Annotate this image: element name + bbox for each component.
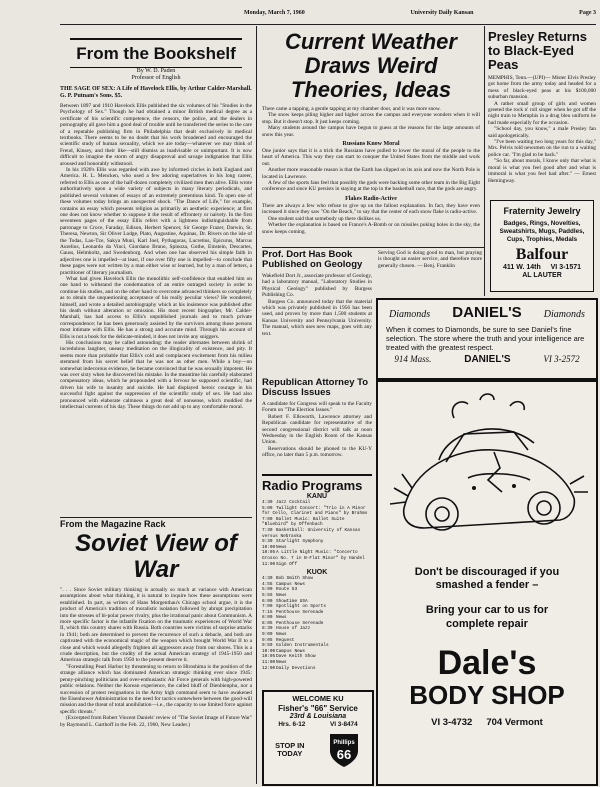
byline-name: By W. D. Paden <box>136 68 176 74</box>
radio-program-time: 8:30 <box>262 626 273 632</box>
weather-subhead: Flakes Radio-Active <box>345 195 397 202</box>
weather-paragraph: There are always a few who refuse to give up on the fallout explanation. In fact, they have even increased it since they saw "On the Beach," to say that the center of each snow flake is radio-active. <box>262 202 480 216</box>
radio-program-name: Ballet Music: Ballet Suite "Bluebird" by Offenbach <box>262 516 345 528</box>
masthead-rule <box>60 24 596 25</box>
radio-program-time: 7:30 <box>262 527 273 533</box>
daniels-name-footer: DANIEL'S <box>464 354 511 365</box>
section-rule <box>262 247 484 248</box>
republican-title: Republican Attorney To Discuss Issues <box>262 378 369 398</box>
dort-paragraph: Burgess Co. announced today that the material which was privately published in 1956 has been used, and proven by more than 1,500 students at Kansas University and Pennsylvania University. The manual, which uses new maps, goes with any text. <box>262 298 372 337</box>
fishers-phone: VI 3-8474 <box>329 721 358 729</box>
daniels-address: 914 Mass. <box>394 354 432 364</box>
weather-paragraph: Whether the explanation is based on France's A-Bomb or on missiles poking holes in the sky, the snow keeps coming. <box>262 222 480 235</box>
radio-program-time: 4:55 <box>262 581 273 587</box>
radio-program-name: A Little Night Music: "Concerto Grosso No. 7 in B-Flat Minor" by Handel <box>262 550 365 561</box>
radio-program-time: 9:59 <box>262 643 273 649</box>
radio-program-name: Dave Keith Show <box>276 654 316 660</box>
radio-program-time: 7:00 <box>262 516 273 522</box>
weather-title: Current Weather Draws Weird Theories, Ideas <box>285 30 457 102</box>
radio-program-time: 7:00 <box>262 604 273 610</box>
fishers-stop-text <box>275 742 304 760</box>
masthead-page: Page 3 <box>579 10 596 16</box>
franklin-quote <box>378 250 482 294</box>
radio-program-name: Route 53 <box>276 587 298 593</box>
radio-program-time: 10:05 <box>262 654 276 660</box>
balfour-logo: Balfour <box>515 245 569 263</box>
radio-program-name: Basketball: University of Kansas versus Nebraska <box>262 527 361 539</box>
masthead <box>244 10 596 22</box>
soviet-article <box>60 519 252 783</box>
presley-title: Presley Returns to Black-Eyed Peas <box>488 30 587 72</box>
republican-paragraph: A candidate for Congress will speak to the Faculty Forum on "The Election Issues." <box>262 401 372 414</box>
radio-program-row <box>262 528 372 539</box>
fishers-hours: Hrs. 6-12 <box>278 721 306 729</box>
radio-program-time: 4:30 <box>262 500 273 505</box>
weather-paragraph: Another more reasonable reason is that the Earth has slipped on its axis and now the North Pole is located in Lawrence. <box>262 167 480 180</box>
radio-station-kuok: KUOK <box>306 569 328 577</box>
radio-program-name: News <box>276 615 287 621</box>
crashed-car-illustration <box>384 388 590 556</box>
radio-program-name: Twilight Concert: "Trio in A Minor for Cello, Clarinet and Piano" by Brahms <box>262 505 368 517</box>
radio-program-time: 7:15 <box>262 609 273 615</box>
radio-program-name: Campus News <box>276 648 305 654</box>
radio-program-name: Penthouse Serenade <box>276 620 324 626</box>
soviet-paragraph: ". . . Since Soviet military thinking is actually so much at variance with American assumptions about what thinking, it is natural to inquire how these assumptions were established. In part, as writers of Hans Morgenthau's Chicago school argue, it is the product of America's tradition of moralistic isolation followed by abrupt precipitation into the stresses of bi-polar power rivalry, plus the irrational panic about Communism. A more specific factor is the infantile fixation on the traumatic experiences of World War II, which this country shares with Russia. Both countries were victims of surprise attacks in 1941; both are determined to prevent the recurrence of such a debacle, and both are captivated with the economical magic of the weapon which brought World War II to a close and which would allegedly frighten all aggressors away from our shores. This is a crude description, but the crudity of the actual American strategy of 1945-1950 and American strategic talk from 1950 to the present deserve it. <box>60 587 252 664</box>
fraternity-ad-phone: VI 3-1571 <box>550 263 581 271</box>
radio-program-row <box>262 506 372 517</box>
radio-program-time: 8:00 <box>262 615 273 621</box>
presley-paragraph: "I've been waiting two long years for this day," Mrs. Pelvis told newsmen on the run to a waiting police car. "I'm glad to be back." <box>488 139 596 158</box>
fishers-66-ad <box>262 690 374 786</box>
weather-intro: The snow keeps piling higher and higher across the campus and everyone wonders when it will stop. But it doesn't stop. It just keeps coming. <box>262 112 480 125</box>
radio-station-kanu: KANU <box>306 493 328 500</box>
byline-role: Professor of English <box>131 75 181 81</box>
radio-program-name: News <box>276 592 287 598</box>
presley-paragraph: MEMPHIS, Tenn.—(UPI)— Mister Elvis Presley got home from the army today and headed for a mess of black-eyed peas at his $100,000 suburban mansion. <box>488 75 596 101</box>
dales-name: Dale's <box>437 643 537 682</box>
weather-subhead: Russians Know Moral <box>342 141 400 148</box>
fraternity-ad-address: 411 W. 14th <box>502 263 541 271</box>
radio-program-name: Starlight Symphony <box>276 539 324 545</box>
republican-paragraph: Reservations should be phoned to the KU-Y office, no later than 5 p.m. tomorrow. <box>262 445 372 459</box>
weather-paragraph: One student said that somebody up there dislikes us. <box>268 215 382 222</box>
dales-line-3: Bring your car to us for <box>425 604 549 617</box>
daniels-header <box>378 304 596 322</box>
radio-program-name: News <box>276 660 287 666</box>
column-rule <box>484 26 485 296</box>
radio-program-time: 8:05 <box>262 620 273 626</box>
weather-article <box>262 30 480 244</box>
radio-program-name: Showtime USA <box>276 598 308 604</box>
radio-programs <box>262 474 372 688</box>
phillips-66-shield-icon <box>327 731 361 769</box>
radio-program-time: 4:30 <box>262 576 273 582</box>
fishers-bottom-row <box>264 731 372 769</box>
review-head: THE SAGE OF SEX: A Life of Havelock Ellis, by Arthur Calder-Marshall. G. P. Putnam's Sons. $5. <box>60 86 252 99</box>
fishers-hours-row <box>266 721 370 728</box>
daniels-body: When it comes to Diamonds, be sure to see Daniel's fine selection. The store where the truth and your intelligence are treated with the greatest respect. <box>386 325 585 352</box>
fishers-name: Fisher's "66" Service <box>278 703 358 713</box>
radio-program-name: News <box>276 632 287 638</box>
radio-program-name: Jazz Cocktail <box>276 500 311 505</box>
radio-program-name: Campus News <box>276 581 305 587</box>
dales-line-2: smashed a fender – <box>435 579 539 592</box>
daniels-name: DANIEL'S <box>452 304 522 321</box>
dales-phone: VI 3-4732 <box>431 716 473 728</box>
dort-paragraph: Wakefield Dort Jr., associate professor of Geology, had a laboratory manual, "Laboratory Studies in Physical Geology" published by Burgess Publishing Co. <box>262 273 372 299</box>
fishers-today: TODAY <box>277 749 303 759</box>
daniels-left-word: Diamonds <box>389 309 431 320</box>
presley-paragraph: "School day, you know," a male Presley fan said apologetically. <box>488 126 596 139</box>
bookshelf-article <box>60 30 252 516</box>
fishers-welcome: WELCOME KU <box>292 694 344 703</box>
presley-article <box>488 30 596 198</box>
fishers-stop: STOP IN <box>275 740 305 750</box>
bookshelf-paragraph: In his 1920's Ellis was regarded with awe by informed circles in both England and America. H. L. Mencken, who used a few adoring superlatives in his long career, referred to Ellis as one of the half-dozen completely civilized men then alive. Ellis wrote authoritatively upon a wide variety of subjects in many literary periodicals, and published several volumes of essays of an extremely pretentious kind. To open one of these volumes today brings an unexpected shock. "The Dance of Life," for example, contains an essay which presents religion as primarily an aesthetic experience; at first one does not know whether to suppose it the result of effrontery or naivety. In the first seventeen pages of the essay Ellis refers with a lightness indistinguishable from patronage to Croce, Faraday, Edison, Herbert Spencer, Sir George Frazer, Darwin, St. Theresa, Newton, Sir Oliver Lodge, Plato, Augustine, Aquinas, Dr. Rivers on the isle of the Todas, Lao-Tze, Sakya Muni, Karl Joel, Pythagoras, Lucretius, Epicurus, Marcus Aurelius, Leonardo da Vinci, Giordano Bruno, Spinoza, Gothe, Einstein, Descartes, Gauss, Helmholtz, and Swedenborg. And when one has observed his simple faith in adjectives one is impelled—at least, if one over fifty one is impelled—to conclude that these pages were not written by a man either wise or learned, but by a man of letters, a practitioner of literary journalism. <box>60 167 252 276</box>
dales-line-1: Don't be discouraged if you <box>414 566 560 578</box>
radio-program-row <box>262 666 372 672</box>
soviet-paragraph: "Forestalling Pearl Harbor by threatening to return to Hiroshima is the position of the strange alliance which has dominated American strategic thinking ever since 1945: penny-pinching politicians and over-enthusiastic Air Force generals with high-powered public relations. Neither the Korean experience, the called bluff of Dienbienphu, nor a succession of protest resignations in the Army high command seem to have awakened the Eisenhower Administration to the need for tactics somewhere between the good-will mission and the threat of total annihilation—i.e., the capacity to use limited force against specific threats." <box>60 663 252 715</box>
weather-paragraph: A few of the sports fans feel that possibly the gods were backing some other team in the Big Eight conference and since KU persists in staying at the top in the basketball race, that the gods are angry. <box>262 180 480 193</box>
fraternity-ad-items: Badges, Rings, Novelties, Sweatshirts, Mugs, Paddles, Cups, Trophies, Medals <box>499 219 585 243</box>
dort-article <box>262 250 372 374</box>
radio-program-name: News <box>276 544 287 550</box>
byline <box>60 68 252 82</box>
dales-contact <box>378 717 596 728</box>
bookshelf-title: From the Bookshelf <box>76 44 236 63</box>
radio-program-name: Penthouse Serenade <box>276 609 324 615</box>
radio-program-name: House of Jazz <box>276 626 311 632</box>
phillips-66: 66 <box>336 747 352 763</box>
daniels-phone: VI 3-2572 <box>543 354 580 364</box>
radio-program-time: 11:00 <box>262 660 276 666</box>
masthead-date: Monday, March 7, 1960 <box>244 10 305 16</box>
fraternity-ad-title: Fraternity Jewelry <box>503 206 581 216</box>
dort-title: Prof. Dort Has Book Published on Geology <box>262 250 363 270</box>
hemingway-quote: "So far, about morals, I know only that what is moral is what you feel good after and what is immoral is what you feel bad after." — Ernest Hemingway. <box>488 158 596 184</box>
radio-program-time: 5:00 <box>262 587 273 593</box>
radio-program-name: Spotlight on Sports <box>276 604 327 610</box>
radio-program-time: 11:00 <box>262 561 276 567</box>
radio-program-time: 9:00 <box>262 632 273 638</box>
bookshelf-paragraph: What had given Havelock Ellis the monolithic self-confidence that enabled him on one hand to withstand the condemnation of an entire outraged society in order to continue his studies, and on the other hand to overcome advanced thinkers so completely as to obtain the unquestioning acceptance of his really peculiar views? He wondered, himself, and wrote a detailed autobiography which at his insistence was published after his death without alteration or omission. His most recent biographer, Mr. Calder-Marshall, has had access to Ellis's unpublished journals and to much private correspondence; he has been generously assisted by the survivors among those persons most intimate with Ellis. He has a strong and accurate mind. Through his account of Ellis is not a book for the delicate-minded, it does not invite any sniggers. <box>60 275 252 340</box>
masthead-paper: University Daily Kansan <box>410 10 474 16</box>
dales-shop: BODY SHOP <box>409 679 565 710</box>
republican-paragraph: Robert F. Ellsworth, Lawrence attorney and Republican candidate for representative of the second congressional district will talk at noon Wednesday in the English Room of the Kansas Union. <box>262 413 372 446</box>
soviet-paragraph: (Excerpted from Robert Vincent Daniels' review of "The Soviet Image of Future War" by Raymond L. Garthoff in the Feb. 22, 1960, New Leader.) <box>60 715 252 728</box>
daniels-right-word: Diamonds <box>543 309 585 320</box>
fraternity-ad-contact <box>491 264 593 272</box>
radio-program-row <box>262 550 372 561</box>
dales-line-4: complete repair <box>446 617 528 630</box>
radio-program-time: 5:55 <box>262 592 273 598</box>
radio-program-time: 9:05 <box>262 637 273 643</box>
section-rule <box>60 517 252 518</box>
fraternity-ad-person: AL LAUTER <box>522 272 562 280</box>
radio-program-row <box>262 562 372 568</box>
radio-program-name: Sign Off <box>276 561 298 567</box>
dales-body-shop-ad <box>376 380 598 786</box>
republican-article <box>262 378 372 472</box>
fraternity-jewelry-ad <box>490 200 594 292</box>
fishers-corner: 23rd & Louisiana <box>289 713 347 721</box>
radio-program-time: 5:00 <box>262 505 273 511</box>
radio-program-row <box>262 517 372 528</box>
weather-paragraph: One junior says that it is a trick the Russians have pulled to lower the moral of the people to the heart of America. This way they can start to conquer the United States from the middle and work out. <box>262 148 480 167</box>
soviet-title: Soviet View of War <box>75 530 237 583</box>
phillips-brand: Phillips <box>333 740 355 747</box>
radio-program-time: 10:05 <box>262 550 276 556</box>
radio-program-time: 9:30 <box>262 539 273 545</box>
radio-program-time: 10:00 <box>262 648 276 654</box>
radio-program-time: 6:00 <box>262 598 273 604</box>
radio-program-name: Bob Smith Show <box>276 576 313 582</box>
bookshelf-paragraph: Between 1897 and 1910 Havelock Ellis published the six volumes of his "Studies in the Psychology of Sex." Though he had obtained a minor British medical degree as a certificate of his scientific competence, the censors, the police, and the dealers in pornography all gave him a good deal of trouble until he transferred the series to the care of a reputable publishing firm in Philadelphia that dealt exclusively in medical textbooks. There seems to be no doubt that his work broadened and encouraged the scientific study of human sexuality, which we are today—whatever we may think of Freud, Kinsey, and their like—still dismiss as inadvisable or unimportant. It is now difficult to imagine the storm of angry disapproval and savage indignation that Ellis aroused and honorably withstood. <box>60 103 252 167</box>
bookshelf-paragraph: His conclusions may be called astounding: the reader alternates between shrink of incredulous laughter, uneasy meditation on the illogicality of existence, and pity. It seems more than probable that Ellis's cold and complacent excitement from his milieu stemmed from his secret belief that he was not as other men. While a boy—on somewhat indecorous evidence, he became convinced that he was sexually impotent. He was over sixty when he discovered his mistake. In the meantime his carefully elaborated compensatory ideas, which he propounded with a fervour he supposed scientific, had driven his wife to insanity and suicide. He had displayed heroic courage in his successful fight against the suppression of the scientific study of sex. He had also pronounced with elaborate calmness a great deal of nonsense, which muddied the intellectual currents of his day. These things do not add up to any comfortable moral. <box>60 340 252 411</box>
kuok-schedule <box>262 576 372 671</box>
kanu-schedule <box>262 500 372 567</box>
weather-intro: There came a tapping, a gentle tapping at my chamber door, and it was more snow. <box>262 106 441 112</box>
radio-program-name: Request <box>276 637 295 643</box>
radio-program-time: 10:00 <box>262 544 276 550</box>
daniels-diamonds-ad <box>376 298 598 380</box>
weather-intro: Many students around the campus have begun to guess at the reasons for the large amounts of snow this year. <box>262 125 480 138</box>
daniels-footer <box>378 354 596 366</box>
franklin-quote-text: Serving God is doing good to man, but praying is thought an easier service, and therefore more generally chosen. — Benj. Franklin <box>378 250 482 269</box>
dales-address: 704 Vermont <box>486 716 543 728</box>
presley-paragraph: A rather small group of girls and women greeted the rock n' roll singer when he got off the night train to Memphis in a drug bleu uniform he had made especially for the occasion. <box>488 100 596 126</box>
radio-title: Radio Programs <box>262 474 372 493</box>
radio-program-time: 12:00 <box>262 665 276 671</box>
radio-program-name: Daily Devotions <box>276 665 316 671</box>
radio-program-name: Golden Instrumentals <box>276 643 329 649</box>
column-rule <box>256 26 257 784</box>
magazine-rack-label: From the Magazine Rack <box>60 519 166 529</box>
